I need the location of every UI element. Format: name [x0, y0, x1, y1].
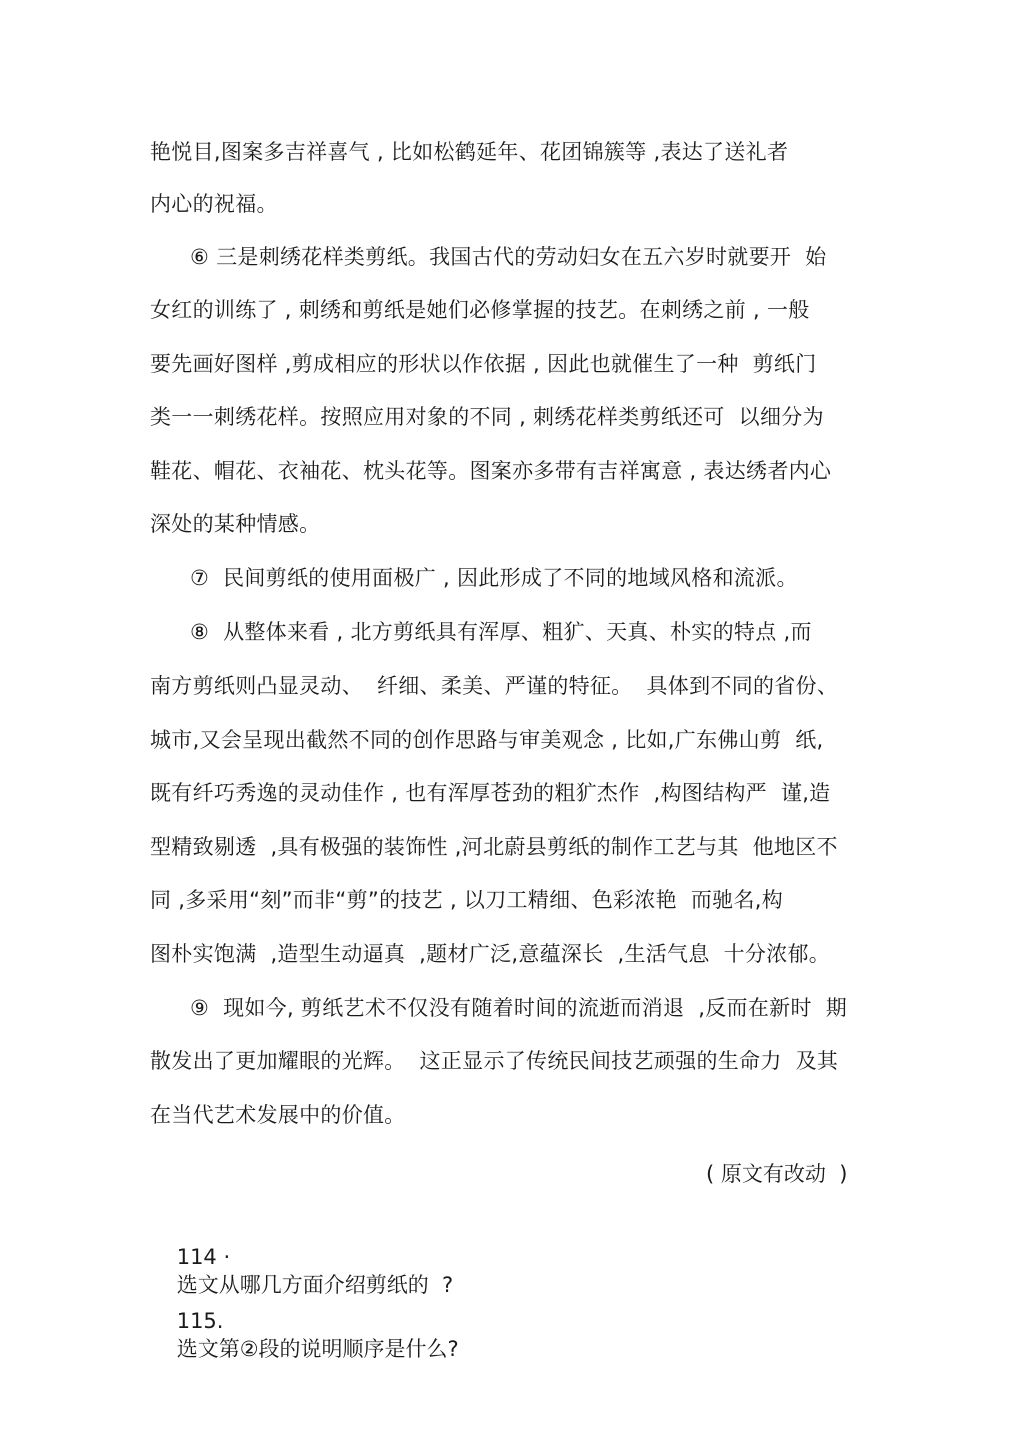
passage-line-paragraph-7: ⑦ 民间剪纸的使用面极广 , 因此形成了不同的地域风格和流派。	[190, 566, 798, 590]
passage-line: 同 ,多采用“刻”而非“剪”的技艺 , 以刀工精细、色彩浓艳 而驰名,构	[150, 888, 784, 912]
passage-line: 深处的某种情感。	[150, 512, 321, 536]
passage-line: 散发出了更加耀眼的光辉。 这正显示了传统民间技艺顽强的生命力 及其	[150, 1049, 839, 1073]
question-text: 选文第②段的说明顺序是什么?	[176, 1337, 459, 1361]
passage-line: 鞋花、帽花、衣袖花、枕头花等。图案亦多带有吉祥寓意 , 表达绣者内心	[150, 459, 832, 483]
passage-line: 城市,又会呈现出截然不同的创作思路与审美观念 , 比如,广东佛山剪 纸,	[150, 728, 824, 752]
question-number: 115.	[176, 1309, 224, 1333]
passage-line: 要先画好图样 ,剪成相应的形状以作依据 , 因此也就催生了一种 剪纸门	[150, 352, 817, 376]
question-text: 选文从哪几方面介绍剪纸的 ?	[176, 1273, 454, 1297]
passage-line-paragraph-6: ⑥ 三是刺绣花样类剪纸。我国古代的劳动妇女在五六岁时就要开 始	[190, 245, 827, 269]
passage-line: 艳悦目,图案多吉祥喜气 , 比如松鹤延年、花团锦簇等 ,表达了送礼者	[150, 140, 789, 164]
passage-line: 型精致剔透 ,具有极强的装饰性 ,河北蔚县剪纸的制作工艺与其 他地区不	[150, 835, 838, 859]
passage-line-paragraph-8: ⑧ 从整体来看 , 北方剪纸具有浑厚、粗犷、天真、朴实的特点 ,而	[190, 620, 812, 644]
question-number: 114 ·	[176, 1245, 231, 1269]
question-115	[150, 1279, 459, 1391]
source-note: ( 原文有改动 )	[706, 1162, 848, 1186]
passage-line: 图朴实饱满 ,造型生动逼真 ,题材广泛,意蕴深长 ,生活气息 十分浓郁。	[150, 942, 831, 966]
passage-line: 类一一刺绣花样。按照应用对象的不同 , 刺绣花样类剪纸还可 以细分为	[150, 405, 824, 429]
passage-line: 女红的训练了 , 刺绣和剪纸是她们必修掌握的技艺。在刺绣之前 , 一般	[150, 298, 810, 322]
passage-line: 既有纤巧秀逸的灵动佳作 , 也有浑厚苍劲的粗犷杰作 ,构图结构严 谨,造	[150, 781, 831, 805]
passage-line: 在当代艺术发展中的价值。	[150, 1103, 406, 1127]
passage-line-paragraph-9: ⑨ 现如今, 剪纸艺术不仅没有随着时间的流逝而消退 ,反而在新时 期	[190, 996, 848, 1020]
passage-line: 内心的祝福。	[150, 192, 278, 216]
passage-line: 南方剪纸则凸显灵动、 纤细、柔美、严谨的特征。 具体到不同的省份、	[150, 674, 839, 698]
